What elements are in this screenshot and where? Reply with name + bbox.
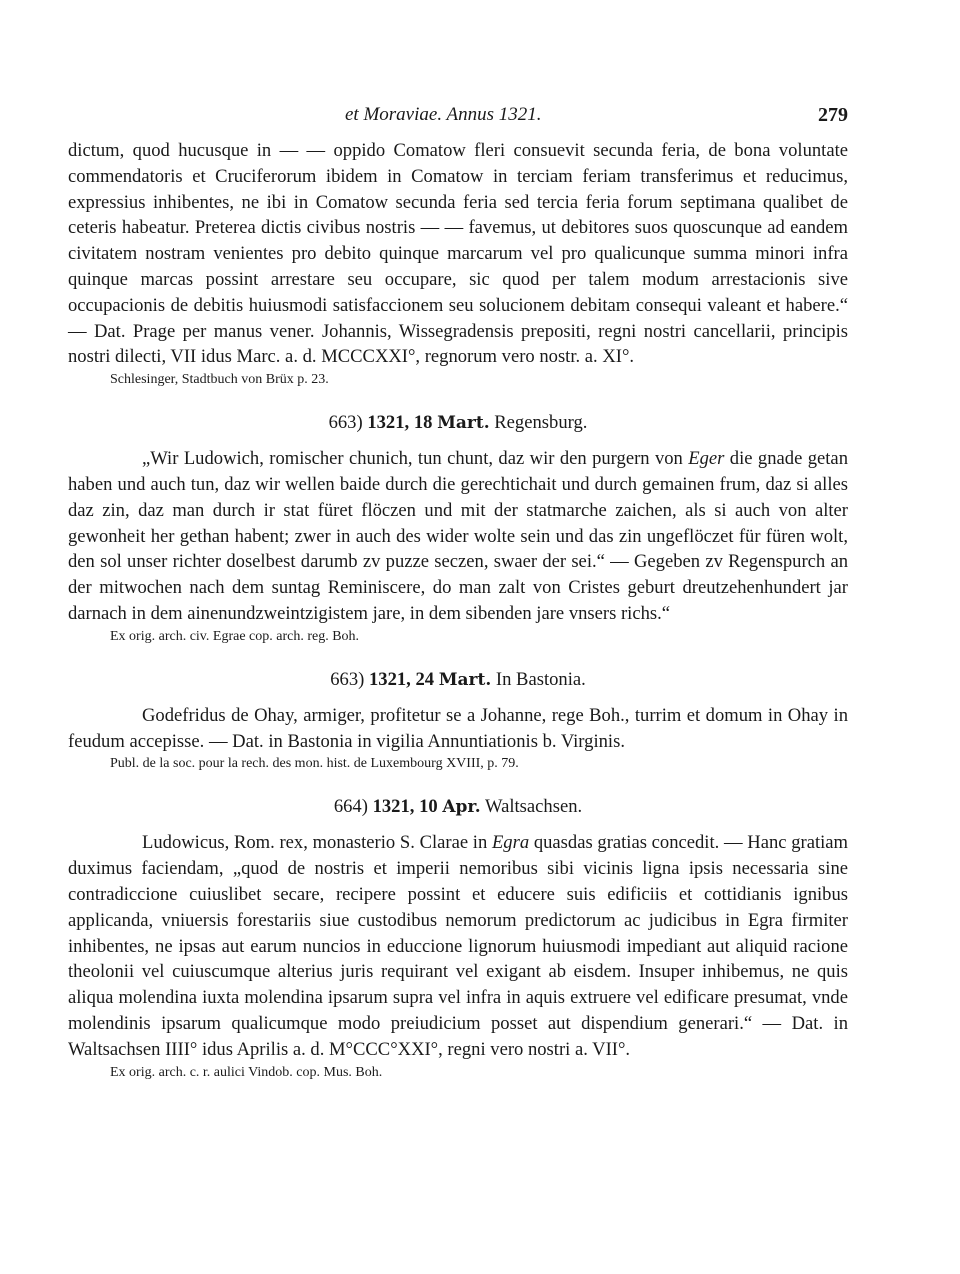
entry-text	[68, 830, 848, 1062]
continuation-text: dictum, quod hucusque in — — oppido Comatow fleri consuevit secunda feria, de bona voluntate commendatoris et Cruciferorum ibidem in Comatow in terciam feriam transferimus et reducimus, expressius inhibentes, ne ibi in Comatow secunda feria sed tercia feria forum septimana qualibet de ceteris habeatur. Preterea dictis civibus nostris — — favemus, ut debitores suos quoscunque ad eandem civitatem nostram venientes pro debito quinque marcarum vel pro qualicunque summa minori infra quinque marcas possint arrestare seu occupare, sic quod per talem modum arrestacionis sive occupacionis de debitis huiusmodi satisfaccionem seu solucionem debitam consequi valeant et habere.“ — Dat. Prage per manus vener. Johannis, Wissegradensis prepositi, regni nostri cancellarii, principis nostri dilecti, VII idus Marc. a. d. MCCCXXI°, regnorum vero nostr. a. XI°.	[68, 140, 848, 368]
entry-number: 664)	[333, 796, 368, 818]
entry-text-part: „Wir Ludowich, romischer chunich, tun chunt, daz wir den purgern von	[142, 448, 689, 470]
entry-heading	[68, 794, 848, 820]
entry-text	[68, 446, 848, 627]
page-number: 279	[818, 104, 848, 126]
document-page	[68, 104, 848, 1083]
entry-text: Godefridus de Ohay, armiger, profitetur se a Johanne, rege Boh., turrim et domum in Ohay in feudum accepisse. — Dat. in Bastonia in vigilia Annuntiationis b. Virginis.	[68, 704, 848, 752]
entry-month: Mart.	[437, 413, 490, 434]
entry-text-part: quasdas gratias concedit. — Hanc gratiam duximus faciendam, „quod de nostris et imperii nemoribus sibi vicinis ligna ipsis necessaria sine contradiccione cuiuslibet secare, recipere possint et educere suis edificiis et cottidianis ignibus applicanda, vniuersis forestariis siue custodibus nemorum predictorum ac judicibus in Egra firmiter inhibentes, ne ipsas aut earum nuncios in educcione lignorum huiusmodi impediant aut aliquid racione theolonii vel cuiuscumque alterius juris requirant vel exigant ab eisdem. Insuper inhibemus, ne quis aliqua molendina iuxta molendina ipsarum supra vel infra in aquis extruere vel edificare presumat, vnde molendinis ipsarum qualicumque modo preiudicium posset aut dispendium generari.“ — Dat. in Waltsachsen IIII° idus Aprilis a. d. M°CCC°XXI°, regni vero nostri a. VII°.	[68, 832, 848, 1060]
entry-month: Apr.	[442, 797, 481, 818]
running-head	[68, 104, 848, 138]
entry-source: Ex orig. arch. c. r. aulici Vindob. cop. Mus. Boh.	[110, 1064, 383, 1080]
entry-place: Regensburg.	[494, 412, 588, 434]
entry-number: 663)	[328, 412, 363, 434]
entry-date: 1321, 18	[367, 412, 433, 434]
entry-date: 1321, 24	[368, 668, 435, 690]
entry-heading	[68, 667, 848, 693]
entry-number: 663)	[330, 668, 365, 690]
entry-text-part: Ludowicus, Rom. rex, monasterio S. Clarae in	[142, 832, 492, 854]
entry-source: Publ. de la soc. pour la rech. des mon. hist. de Luxembourg XVIII, p. 79.	[110, 756, 519, 772]
entry-place-name: Eger	[688, 448, 725, 470]
continuation-source: Schlesinger, Stadtbuch von Brüx p. 23.	[110, 372, 329, 388]
entry-place: Waltsachsen.	[485, 796, 583, 818]
entry-place: In Bastonia.	[495, 668, 586, 690]
entry-month: Mart.	[438, 669, 492, 690]
entry-date: 1321, 10	[372, 796, 438, 818]
entry-text-part: die gnade getan haben und auch tun, daz wir wellen baide durch die gerechtichait und durch gemainen frum, daz si alles daz zin, daz man durch ir stat füret flöczen und mit der statmarche zaichen, als si auch von alter gewonheit her gethan habent; zwer in auch des wider wolte sein und das zin ungeflöczet für füren wolt, den sol unser richter doselbest darumb zv puzze seczen, swaer der sei.“ — Gegeben zv Regenspurch an der mitwochen nach dem suntag Reminiscere, do man zalt von Cristes geburt dreutzehenhundert jar darnach in dem ainenundzweintzigistem jare, in dem sibenden jare vnsers richs.“	[68, 448, 848, 624]
running-title: et Moraviae. Annus 1321.	[345, 104, 542, 125]
entry-heading	[68, 410, 848, 436]
entry-place-name: Egra	[491, 832, 530, 854]
entry-source: Ex orig. arch. civ. Egrae cop. arch. reg. Boh.	[110, 628, 360, 644]
